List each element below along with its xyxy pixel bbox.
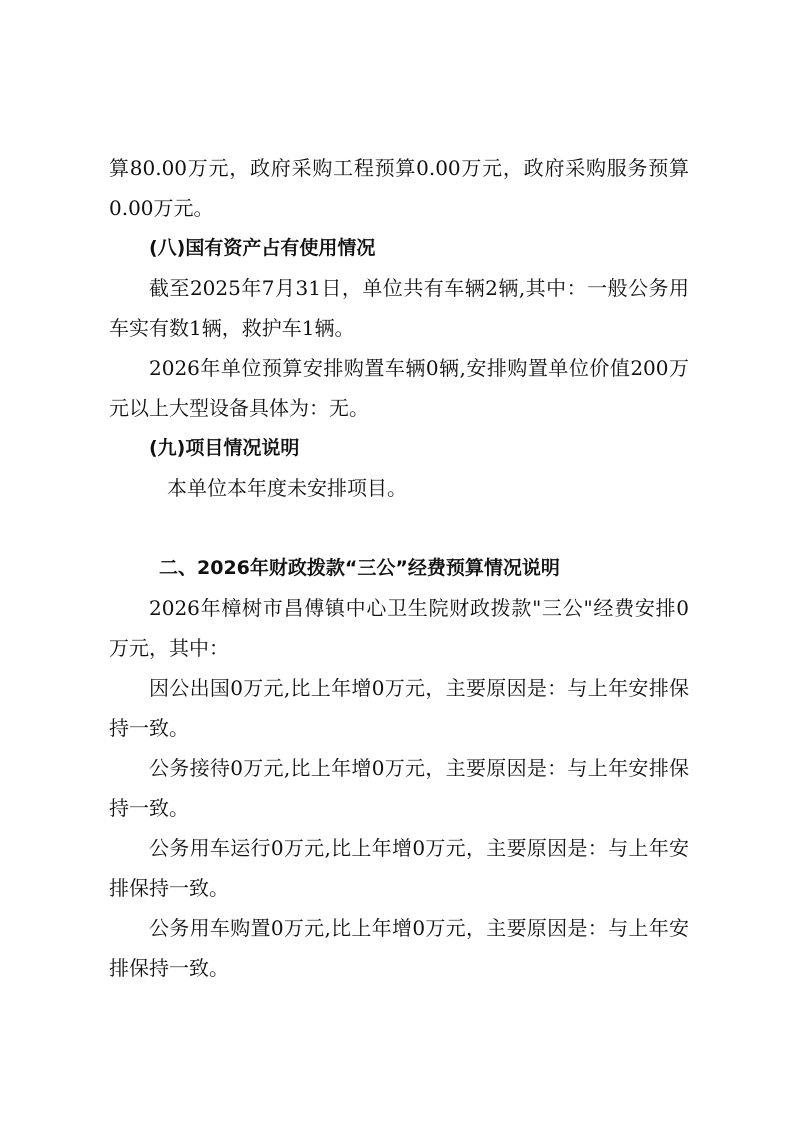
section-spacer — [109, 508, 689, 548]
paragraph-vehicle-purchase: 公务用车购置0万元,比上年增0万元，主要原因是：与上年安排保持一致。 — [109, 916, 689, 980]
paragraph-overseas-travel: 因公出国0万元,比上年增0万元，主要原因是：与上年安排保持一致。 — [109, 676, 689, 740]
section-heading-state-assets: (八)国有资产占有使用情况 — [149, 237, 376, 259]
section-heading-projects: (九)项目情况说明 — [149, 437, 300, 459]
section-heading-three-public-expenses: 二、2026年财政拨款“三公”经费预算情况说明 — [159, 557, 560, 579]
paragraph-three-public-total: 2026年樟树市昌傅镇中心卫生院财政拨款"三公"经费安排0万元，其中： — [109, 596, 689, 660]
paragraph-vehicle-purchase-plan: 2026年单位预算安排购置车辆0辆,安排购置单位价值200万元以上大型设备具体为：无。 — [109, 356, 689, 420]
paragraph-vehicles-owned: 截至2025年7月31日，单位共有车辆2辆,其中：一般公务用车实有数1辆，救护车1辆。 — [109, 276, 689, 340]
paragraph-procurement-budget: 算80.00万元，政府采购工程预算0.00万元，政府采购服务预算0.00万元。 — [109, 156, 689, 220]
paragraph-vehicle-operation: 公务用车运行0万元,比上年增0万元，主要原因是：与上年安排保持一致。 — [109, 836, 689, 900]
paragraph-official-reception: 公务接待0万元,比上年增0万元，主要原因是：与上年安排保持一致。 — [109, 756, 689, 820]
paragraph-no-projects: 本单位本年度未安排项目。 — [167, 476, 407, 500]
document-body — [109, 148, 689, 988]
